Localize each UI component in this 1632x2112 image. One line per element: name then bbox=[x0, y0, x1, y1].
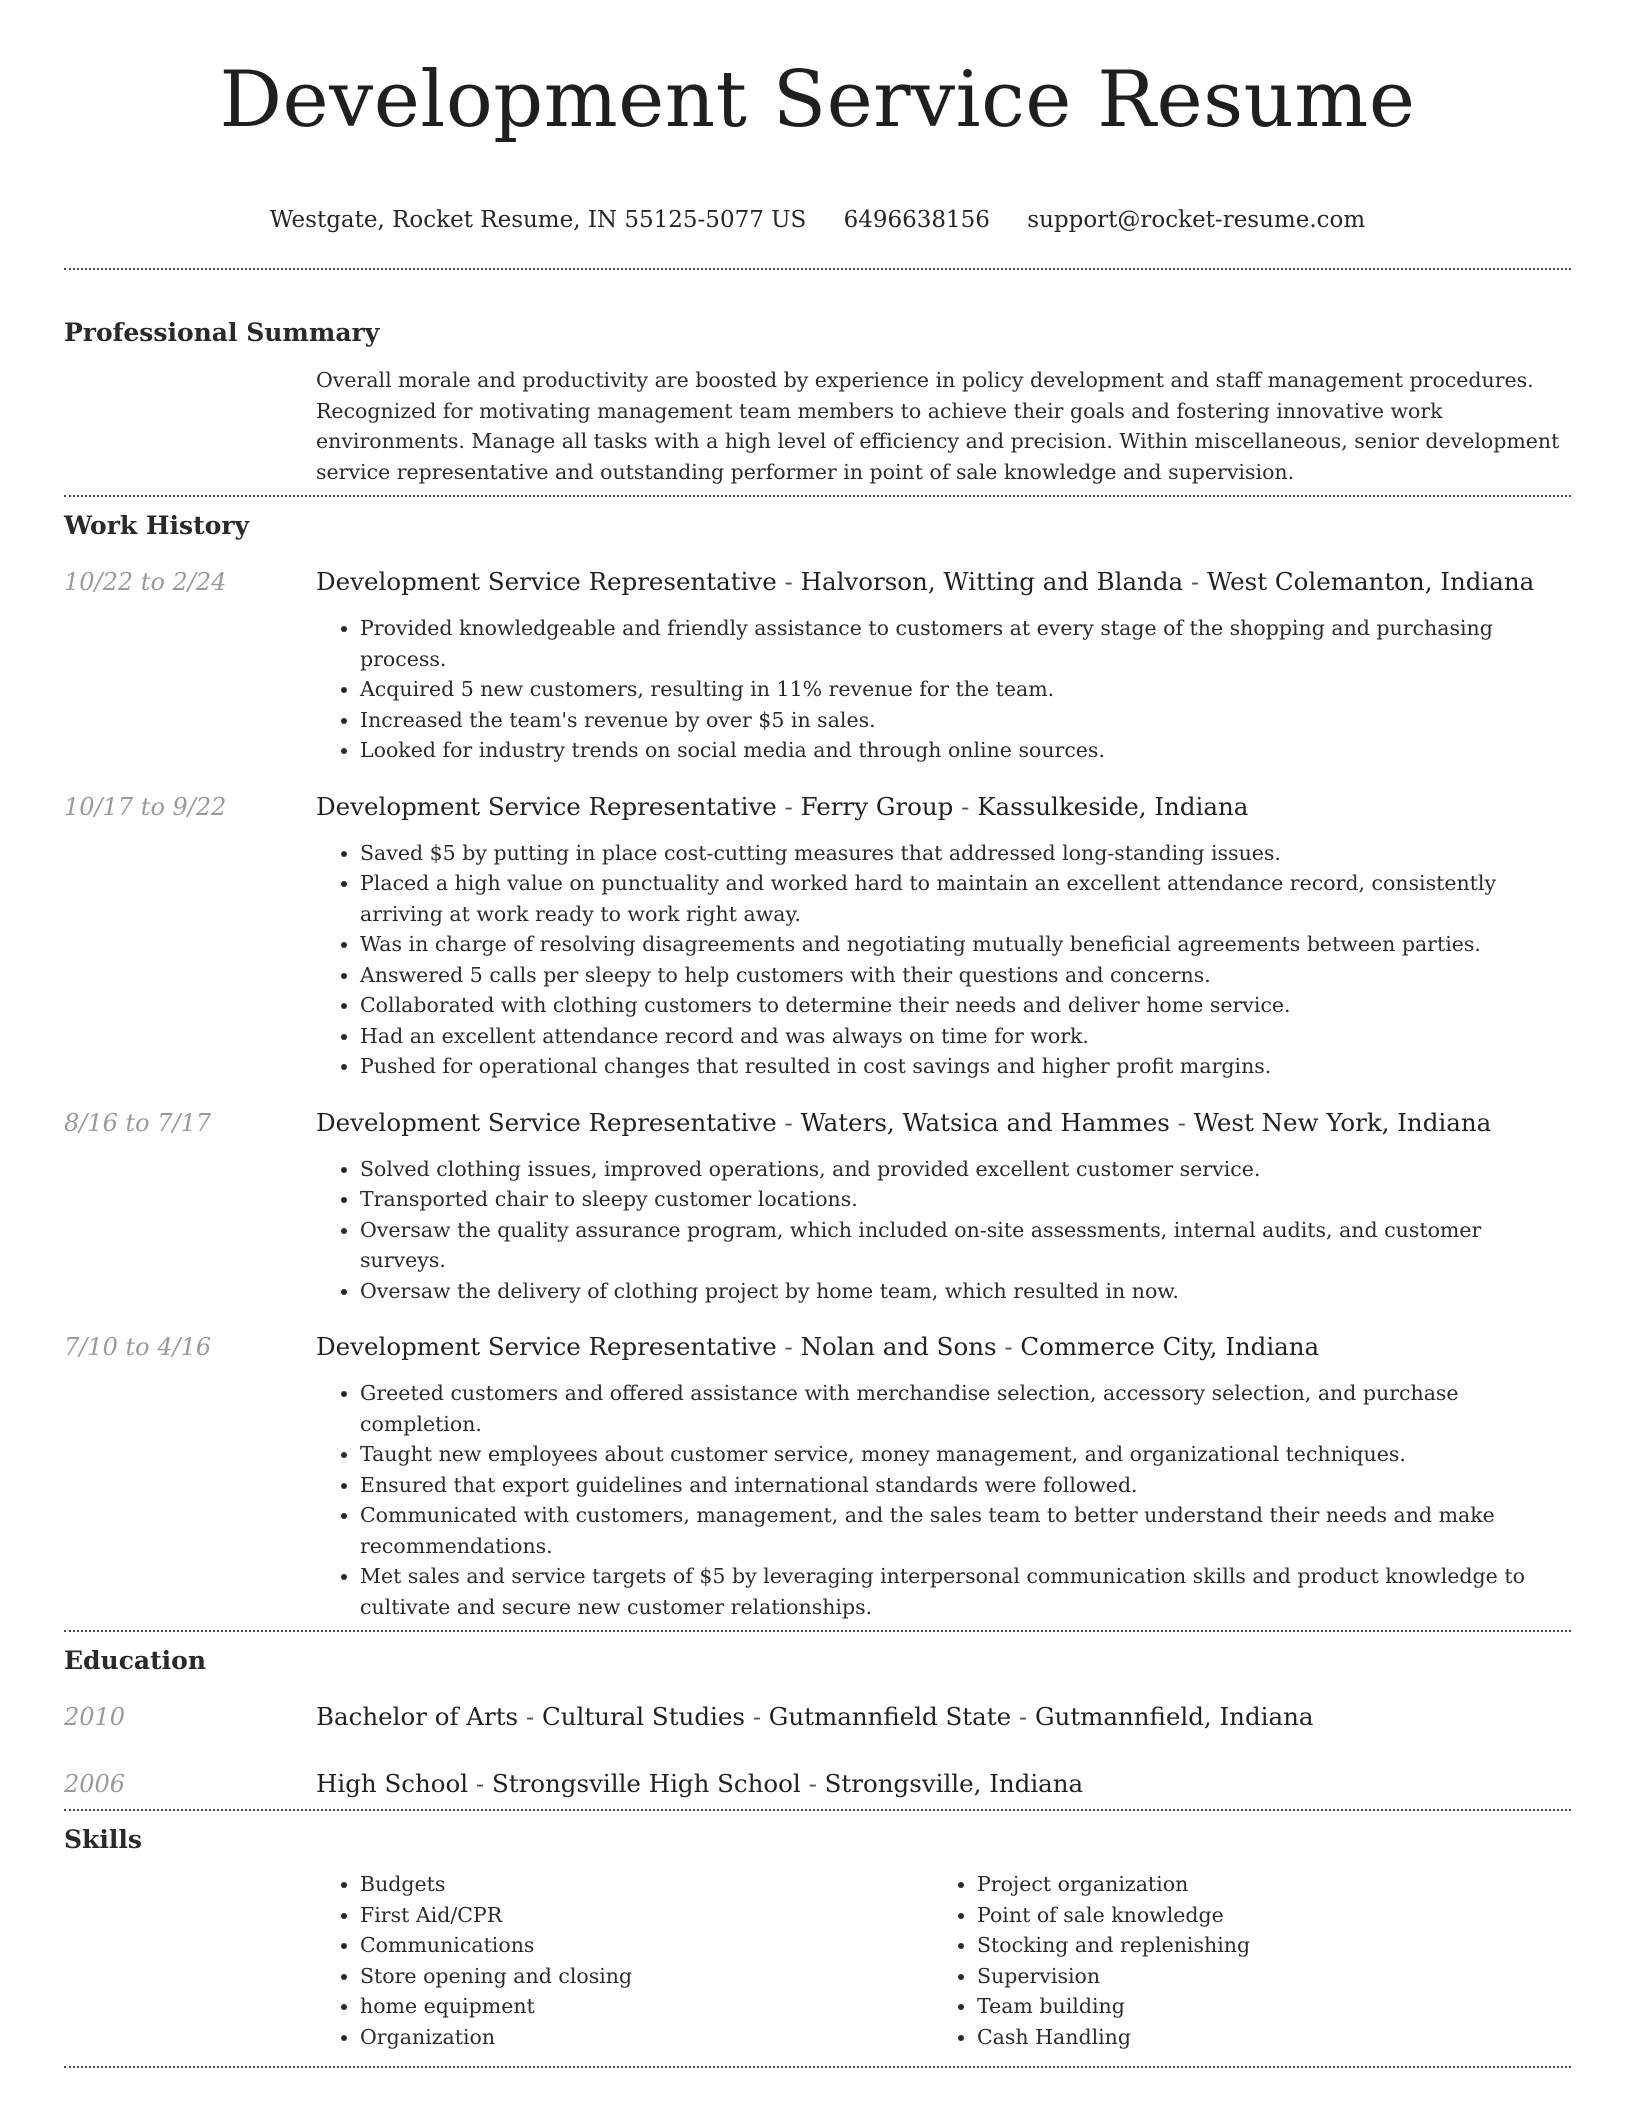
section-title-summary: Professional Summary bbox=[64, 318, 380, 347]
education-year: 2010 bbox=[64, 1703, 126, 1731]
education-entry bbox=[64, 1767, 1571, 1801]
education-title bbox=[316, 1767, 1571, 1801]
job-body bbox=[316, 1330, 1571, 1622]
job-role: Development Service Representative bbox=[316, 1332, 777, 1361]
job-location: West New York, Indiana bbox=[1193, 1107, 1492, 1137]
divider bbox=[64, 268, 1571, 270]
job-body bbox=[316, 790, 1571, 1082]
job-bullet: • Had an excellent attendance record and was always on time for work. bbox=[360, 1021, 1571, 1052]
job-bullets bbox=[316, 1154, 1571, 1307]
divider bbox=[64, 1630, 1571, 1632]
job-entry bbox=[64, 1330, 1571, 1622]
skill-item: • Communications bbox=[360, 1930, 933, 1961]
separator: - bbox=[518, 1702, 542, 1731]
skill-item: • Point of sale knowledge bbox=[977, 1900, 1550, 1931]
job-dates: 10/22 to 2/24 bbox=[64, 568, 227, 596]
resume-header bbox=[64, 0, 1571, 234]
job-bullets bbox=[316, 838, 1571, 1082]
separator: - bbox=[776, 791, 801, 821]
separator: - bbox=[800, 1769, 825, 1798]
separator: - bbox=[776, 1332, 801, 1361]
job-bullet: • Ensured that export guidelines and international standards were followed. bbox=[360, 1470, 1571, 1501]
job-role: Development Service Representative bbox=[316, 567, 777, 596]
job-title bbox=[316, 790, 1571, 824]
job-bullet: • Taught new employees about customer service, money management, and organizational techniques. bbox=[360, 1439, 1571, 1470]
skill-item: • Organization bbox=[360, 2022, 933, 2053]
skill-item: • Budgets bbox=[360, 1869, 933, 1900]
job-entry bbox=[64, 790, 1571, 1082]
divider bbox=[64, 1809, 1571, 1811]
job-bullet: • Greeted customers and offered assistance with merchandise selection, accessory selection, and purchase completion. bbox=[360, 1378, 1571, 1439]
job-location: Commerce City, Indiana bbox=[1020, 1332, 1320, 1361]
education-year: 2006 bbox=[64, 1770, 126, 1798]
education-location: Strongsville, Indiana bbox=[824, 1769, 1084, 1798]
divider bbox=[64, 495, 1571, 497]
address: Westgate, Rocket Resume, IN 55125-5077 US bbox=[269, 207, 807, 233]
separator: - bbox=[996, 1332, 1021, 1361]
job-bullet: • Increased the team's revenue by over $5 in sales. bbox=[360, 705, 1571, 736]
job-dates: 10/17 to 9/22 bbox=[64, 792, 227, 821]
job-title bbox=[316, 1106, 1571, 1140]
job-role: Development Service Representative bbox=[316, 791, 777, 821]
skills-bullets bbox=[316, 1869, 933, 2052]
skill-item: • Supervision bbox=[977, 1961, 1550, 1992]
job-company: Waters, Watsica and Hammes bbox=[800, 1107, 1170, 1137]
job-entry bbox=[64, 565, 1571, 766]
job-bullet: • Looked for industry trends on social media and through online sources. bbox=[360, 735, 1571, 766]
job-bullet: • Answered 5 calls per sleepy to help customers with their questions and concerns. bbox=[360, 960, 1571, 991]
job-role: Development Service Representative bbox=[316, 1107, 777, 1137]
resume-title: Development Service Resume bbox=[219, 55, 1416, 145]
education-body bbox=[316, 1700, 1571, 1734]
skill-item: • Stocking and replenishing bbox=[977, 1930, 1550, 1961]
job-body bbox=[316, 565, 1571, 766]
education-field: Cultural Studies bbox=[541, 1702, 745, 1731]
skills-column-left bbox=[316, 1869, 933, 2052]
skill-item: • Cash Handling bbox=[977, 2022, 1550, 2053]
separator: - bbox=[1011, 1702, 1035, 1731]
job-bullet: • Communicated with customers, management, and the sales team to better understand their needs and make recommendations. bbox=[360, 1500, 1571, 1561]
job-bullet: • Oversaw the quality assurance program, which included on-site assessments, internal audits, and customer surveys. bbox=[360, 1215, 1571, 1276]
education-body bbox=[316, 1767, 1571, 1801]
summary-text: Overall morale and productivity are boosted by experience in policy development and staff management procedures. Recognized for motivating management team members to achieve their goals and fostering innovative work environments. Manage all tasks with a high level of efficiency and precision. Within miscellaneous, senior development service representative and outstanding performer in point of sale knowledge and supervision. bbox=[316, 368, 1560, 484]
job-bullet: • Acquired 5 new customers, resulting in 11% revenue for the team. bbox=[360, 674, 1571, 705]
job-bullet: • Saved $5 by putting in place cost-cutting measures that addressed long-standing issues. bbox=[360, 838, 1571, 869]
skill-item: • Store opening and closing bbox=[360, 1961, 933, 1992]
divider bbox=[64, 2066, 1571, 2068]
job-title bbox=[316, 565, 1571, 599]
job-bullet: • Was in charge of resolving disagreements and negotiating mutually beneficial agreements between parties. bbox=[360, 929, 1571, 960]
skills-list bbox=[316, 1869, 1571, 2052]
education-school: Strongsville High School bbox=[491, 1769, 801, 1798]
separator: - bbox=[953, 791, 978, 821]
job-company: Halvorson, Witting and Blanda bbox=[800, 567, 1184, 596]
job-bullet: • Pushed for operational changes that resulted in cost savings and higher profit margins. bbox=[360, 1051, 1571, 1082]
job-body bbox=[316, 1106, 1571, 1307]
job-bullet: • Placed a high value on punctuality and worked hard to maintain an excellent attendance record, consistently arriving at work ready to work right away. bbox=[360, 868, 1571, 929]
skill-item: • home equipment bbox=[360, 1991, 933, 2022]
job-bullet: • Collaborated with clothing customers to determine their needs and deliver home service. bbox=[360, 990, 1571, 1021]
education-degree: High School bbox=[316, 1769, 469, 1798]
job-bullets bbox=[316, 1378, 1571, 1622]
contact-line bbox=[64, 206, 1571, 234]
separator: - bbox=[468, 1769, 492, 1798]
education-location: Gutmannfield, Indiana bbox=[1034, 1702, 1314, 1731]
job-title bbox=[316, 1330, 1571, 1364]
skill-item: • Project organization bbox=[977, 1869, 1550, 1900]
skill-item: • First Aid/CPR bbox=[360, 1900, 933, 1931]
education-degree: Bachelor of Arts bbox=[316, 1702, 519, 1731]
job-bullet: • Provided knowledgeable and friendly assistance to customers at every stage of the shopping and purchasing process. bbox=[360, 613, 1571, 674]
job-bullet: • Met sales and service targets of $5 by leveraging interpersonal communication skills and product knowledge to cultivate and secure new customer relationships. bbox=[360, 1561, 1571, 1622]
separator: - bbox=[744, 1702, 769, 1731]
job-company: Nolan and Sons bbox=[800, 1332, 997, 1361]
work-history-list bbox=[64, 565, 1571, 1622]
email: support@rocket-resume.com bbox=[1027, 207, 1366, 233]
skill-item: • Team building bbox=[977, 1991, 1550, 2022]
job-location: West Colemanton, Indiana bbox=[1207, 567, 1535, 596]
job-bullet: • Oversaw the delivery of clothing project by home team, which resulted in now. bbox=[360, 1276, 1571, 1307]
education-title bbox=[316, 1700, 1571, 1734]
skills-bullets bbox=[933, 1869, 1550, 2052]
job-bullet: • Solved clothing issues, improved operations, and provided excellent customer service. bbox=[360, 1154, 1571, 1185]
section-title-education: Education bbox=[64, 1646, 207, 1675]
phone: 6496638156 bbox=[843, 207, 990, 233]
job-dates: 7/10 to 4/16 bbox=[64, 1333, 212, 1361]
job-bullets bbox=[316, 613, 1571, 766]
job-location: Kassulkeside, Indiana bbox=[977, 791, 1249, 821]
separator: - bbox=[776, 1107, 801, 1137]
education-school: Gutmannfield State bbox=[768, 1702, 1012, 1731]
separator: - bbox=[1183, 567, 1207, 596]
job-company: Ferry Group bbox=[800, 791, 954, 821]
education-entry bbox=[64, 1700, 1571, 1734]
separator: - bbox=[1169, 1107, 1194, 1137]
job-dates: 8/16 to 7/17 bbox=[64, 1108, 212, 1137]
resume-page bbox=[64, 0, 1571, 2068]
job-entry bbox=[64, 1106, 1571, 1307]
skills-column-right bbox=[933, 1869, 1550, 2052]
section-title-skills: Skills bbox=[64, 1825, 142, 1854]
section-title-work-history: Work History bbox=[64, 511, 250, 540]
job-bullet: • Transported chair to sleepy customer locations. bbox=[360, 1184, 1571, 1215]
separator: - bbox=[776, 567, 801, 596]
